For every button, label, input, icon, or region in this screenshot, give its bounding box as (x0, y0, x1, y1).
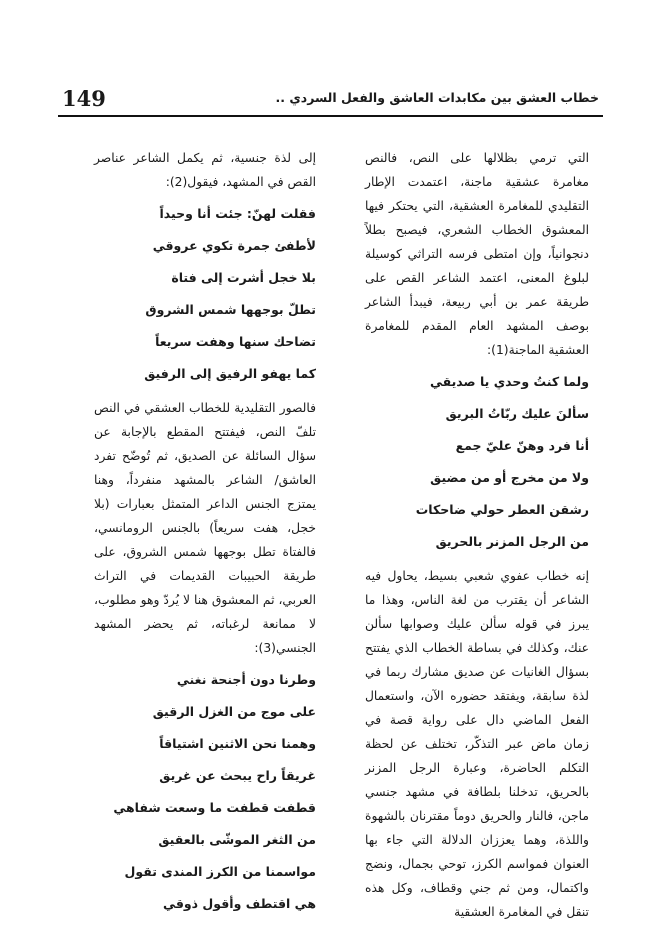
verse-line: ولما كنتُ وحدي يا صديقي (429, 374, 589, 389)
body-paragraph: إنه خطاب عفوي شعبي بسيط، يحاول فيه الشاعر أن يقترب من لغة الناس، وهذا ما يبرز في قوله سألن عليك وصوابها سألن عنك، وكذلك في بساطة الخطاب الذي يفتتح بسؤال الغانيات عن صديق مشارك ربما في لذة سابقة، ويفتقد حضوره الآن، واستعمال الفعل الماضي دال على رواية قصة في زمان ماض عبر التذكّر، تختلف عن لحظة التكلم الحاضرة، وعبارة الرجل المزنر بالحريق، تدخلنا بلطافة في مشهد جنسي ماجن، فالنار والحريق دوماً مقترنان بالشهوة واللذة، وهما يعززان الدلالة التي جاء بها العنوان فمواسم الكرز، توحي بجمال، ونضج واكتمال، ومن ثم جني وقطاف، وكل هذه تنقل في المغامرة العشقية (365, 569, 589, 919)
right-column (365, 146, 589, 930)
verse-line: مواسمنا من الكرز المندى تقول (124, 864, 316, 879)
page-number: 149 (62, 86, 106, 111)
verse-line: ولا من مخرج أو من مضيق (430, 470, 589, 485)
intro-paragraph: إلى لذة جنسية، ثم يكمل الشاعر عناصر القص في المشهد، فيقول(2): (94, 151, 316, 189)
intro-paragraph: التي ترمي بظلالها على النص، فالنص مغامرة عشقية ماجنة، اعتمدت الإطار التقليدي للمغامرة العشقية، التي يحتكر فيها المعشوق الخطاب الشعري، فيصبح بطلاً دنجوانياً، وإن امتطى فرسه التراثي كوسيلة لبلوغ المعنى، اعتمد الشاعر القص على طريقة عمر بن أبي ربيعة، فيبدأ الشاعر بوصف المشهد العام المقدم للمغامرة العشقية الماجنة(1): (365, 151, 589, 357)
running-head: خطاب العشق بين مكابدات العاشق والفعل السردي .. (275, 90, 599, 105)
verse-line: رشقن العطر حولي ضاحكات (415, 502, 589, 517)
verse-line: غريقاً راح يبحث عن غريق (159, 768, 316, 783)
verse-line: وطرنا دون أجنحة نغني (176, 672, 316, 687)
verse-line: تضاحك سنها وهفت سريعاً (155, 334, 316, 349)
verse-line: قطفت قطفت ما وسعت شفاهي (113, 800, 316, 815)
body-paragraph: فالصور التقليدية للخطاب العشقي في النص تلفّ النص، فيفتتح المقطع بالإجابة عن سؤال السائلة عن الصديق، ثم تُوضّح تفرد العاشق/ الشاعر بالمشهد منفرداً، وهنا يمتزج الجنس الداعر المتمثل بعبارات (بلا خجل، هفت سريعاً) بالجنس الرومانسي، فالفتاة تطل بوجهها شمس الشروق، على طريقة الحبيبات القديمات في التراث العربي، ثم المعشوق هنا لا يُردّ وهو مطلوب، لا ممانعة لرغباته، ثم يحضر المشهد الجنسي(3): (94, 401, 316, 655)
verse-line: على موج من الغزل الرقيق (152, 704, 316, 719)
verse-line: كما يهفو الرفيق إلى الرفيق (144, 366, 316, 381)
header-rule (58, 115, 603, 117)
verse-line: من الرجل المزنر بالحريق (435, 534, 589, 549)
left-column (94, 146, 316, 922)
verse-line: فقلت لهنّ: جئت أنا وحيداً (159, 206, 316, 221)
verse-line: أنا فرد وهنّ عليّ جمع (455, 438, 589, 453)
verse-line: وهمنا نحن الاثنين اشتياقاً (159, 736, 316, 751)
verse-line: لأطفئ جمرة تكوي عروقي (152, 238, 316, 253)
verse-line: من الثغر الموشّى بالعقيق (158, 832, 316, 847)
verse-line: تطلّ بوجهها شمس الشروق (145, 302, 316, 317)
verse-line: سألنَ عليك ربّاتُ البريق (445, 406, 589, 421)
verse-line: هي اقتطف وأقول ذوقي (163, 896, 316, 911)
verse-line: بلا خجل أشرت إلى فتاة (171, 270, 316, 285)
